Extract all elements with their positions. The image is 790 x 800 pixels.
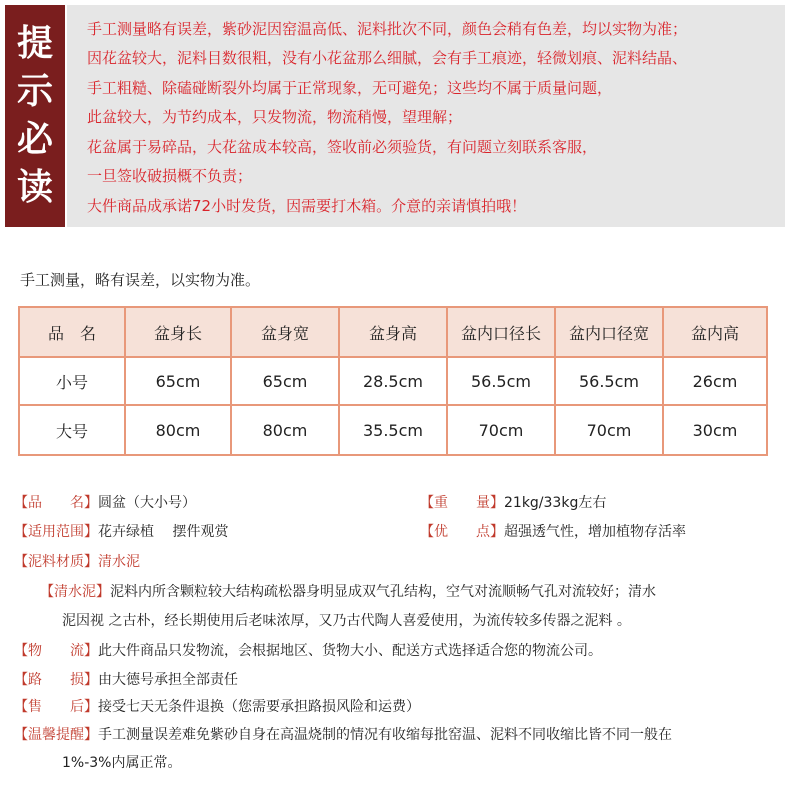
- info-key: 【优 点】: [420, 524, 504, 540]
- info-value: 21kg/33kg左右: [504, 495, 607, 511]
- clay-description-line2: 泥因视 之古朴，经长期使用后老味浓厚，又乃古代陶人喜爱使用，为流传较多传器之泥料 。: [62, 613, 631, 629]
- info-value: 由大德号承担全部责任: [98, 672, 238, 688]
- info-value: 清水泥: [98, 554, 140, 570]
- table-cell: 65cm: [126, 358, 230, 404]
- info-value: 接受七天无条件退换（您需要承担路损风险和运费）: [98, 699, 420, 715]
- info-key: 【路 损】: [14, 672, 98, 688]
- info-value: 超强透气性，增加植物存活率: [504, 524, 686, 540]
- info-after-sales: [14, 697, 420, 717]
- info-key: 【适用范围】: [14, 524, 98, 540]
- info-key: 【重 量】: [420, 495, 504, 511]
- notice-panel: [5, 5, 785, 227]
- table-cell: 26cm: [664, 358, 766, 404]
- table-cell: 65cm: [232, 358, 338, 404]
- table-header-cell: 品 名: [20, 308, 124, 356]
- table-header-cell: 盆身宽: [232, 308, 338, 356]
- clay-text: 泥料内所含颗粒较大结构疏松器身明显成双气孔结构，空气对流顺畅气孔对流较好；清水: [110, 584, 656, 600]
- notice-line: 此盆较大，为节约成本，只发物流，物流稍慢，望理解；: [87, 108, 463, 126]
- info-tip: [14, 725, 672, 745]
- notice-line: 花盆属于易碎品，大花盆成本较高，签收前必须验货，有问题立刻联系客服，: [87, 138, 598, 156]
- info-key: 【品 名】: [14, 495, 98, 511]
- table-cell: 80cm: [126, 406, 230, 454]
- info-logistics: [14, 641, 602, 661]
- info-tip-line2: 1%-3%内属正常。: [62, 755, 182, 771]
- info-damage: [14, 670, 238, 690]
- table-cell: 小号: [20, 358, 124, 404]
- table-cell: 70cm: [448, 406, 554, 454]
- info-value: 手工测量误差难免紫砂自身在高温烧制的情况有收缩每批窑温、泥料不同收缩比皆不同一般在: [98, 727, 672, 743]
- badge-char: 必: [16, 118, 53, 160]
- measure-note: 手工测量，略有误差，以实物为准。: [20, 271, 261, 289]
- table-header-cell: 盆身高: [340, 308, 446, 356]
- table-header-cell: 盆内高: [664, 308, 766, 356]
- info-name: [14, 493, 196, 513]
- info-value: 圆盆（大小号）: [98, 495, 196, 511]
- badge-char: 示: [16, 70, 53, 112]
- notice-line: 手工粗糙、除磕碰断裂外均属于正常现象，无可避免；这些均不属于质量问题，: [87, 79, 613, 97]
- table-cell: 70cm: [556, 406, 662, 454]
- table-header-cell: 盆内口径长: [448, 308, 554, 356]
- table-cell: 35.5cm: [340, 406, 446, 454]
- info-material: [14, 552, 140, 572]
- table-cell: 80cm: [232, 406, 338, 454]
- info-key: 【物 流】: [14, 643, 98, 659]
- table-cell: 56.5cm: [556, 358, 662, 404]
- notice-line: 大件商品成承诺72小时发货，因需要打木箱。介意的亲请慎拍哦！: [87, 197, 527, 215]
- info-value: 花卉绿植 摆件观赏: [98, 524, 229, 540]
- notice-body: [67, 5, 785, 227]
- info-value: 此大件商品只发物流，会根据地区、货物大小、配送方式选择适合您的物流公司。: [98, 643, 602, 659]
- table-cell: 30cm: [664, 406, 766, 454]
- table-cell: 28.5cm: [340, 358, 446, 404]
- notice-line: 手工测量略有误差，紫砂泥因窑温高低、泥料批次不同，颜色会稍有色差，均以实物为准；: [87, 20, 688, 38]
- badge-char: 提: [16, 22, 53, 64]
- table-header-cell: 盆身长: [126, 308, 230, 356]
- notice-line: 因花盆较大，泥料目数很粗，没有小花盆那么细腻，会有手工痕迹，轻微划痕、泥料结晶、: [87, 49, 688, 67]
- info-key: 【售 后】: [14, 699, 98, 715]
- info-key: 【温馨提醒】: [14, 727, 98, 743]
- notice-line: 一旦签收破损概不负责；: [87, 167, 253, 185]
- notice-badge: [5, 5, 65, 227]
- table-cell: 大号: [20, 406, 124, 454]
- spec-table: [18, 306, 768, 456]
- table-header-cell: 盆内口径宽: [556, 308, 662, 356]
- info-key: 【泥料材质】: [14, 554, 98, 570]
- info-weight: [420, 493, 606, 513]
- table-cell: 56.5cm: [448, 358, 554, 404]
- clay-key: 【清水泥】: [40, 584, 110, 600]
- info-merit: [420, 522, 686, 542]
- info-scope: [14, 522, 228, 542]
- badge-char: 读: [16, 166, 53, 208]
- clay-description: [40, 582, 656, 602]
